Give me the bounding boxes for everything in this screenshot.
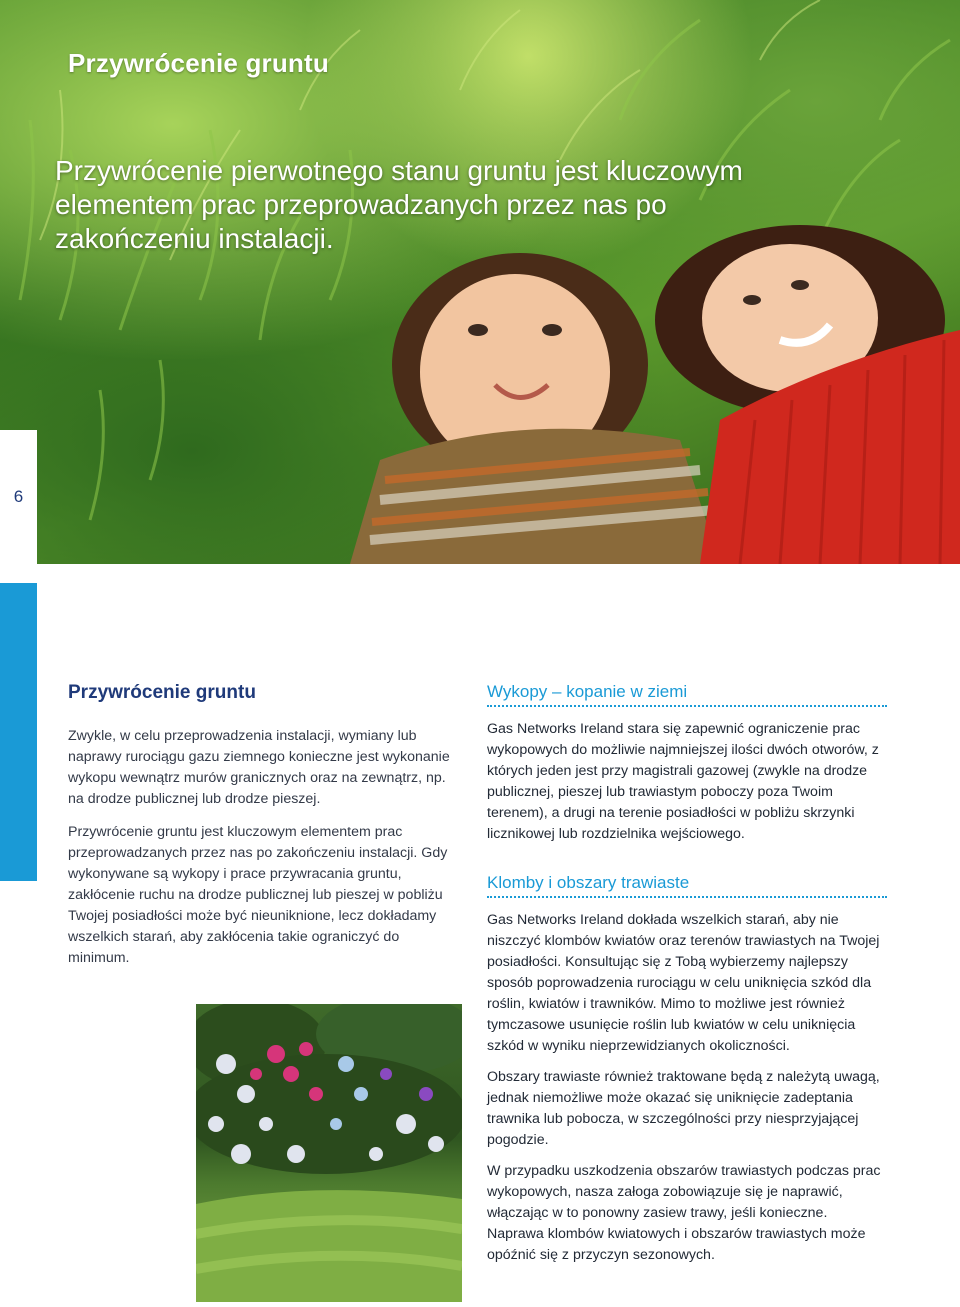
left-column xyxy=(68,682,464,977)
flowerbeds-paragraph-2: Obszary trawiaste również traktowane będą z należytą uwagą, jednak niemożliwe może okazać się uniknięcie zadeptania trawnika lub pobocza, w szczególności przy niesprzyjającej pogodzie. xyxy=(487,1069,880,1148)
hero-photo xyxy=(0,0,960,564)
children-in-grass-illustration xyxy=(0,0,960,564)
section-heading-restoration: Przywrócenie gruntu xyxy=(68,682,256,703)
left-paragraph-1: Zwykle, w celu przeprowadzenia instalacji, wymiany lub naprawy rurociągu gazu ziemnego konieczne jest wykonanie wykopu wewnątrz murów granicznych oraz na zewnątrz, np. na drodze publicznej lub drodze pieszej. xyxy=(68,728,450,807)
hero-lead-text: Przywrócenie pierwotnego stanu gruntu jest kluczowym elementem prac przeprowadzanych przez nas po zakończeniu instalacji. xyxy=(55,155,743,254)
side-accent-bar xyxy=(0,583,37,881)
right-column xyxy=(487,682,887,1276)
flowerbeds-paragraph-1: Gas Networks Ireland dokłada wszelkich starań, aby nie niszczyć klombów kwiatów oraz terenów trawiastych na Twojej posiadłości. Konsultując się z Tobą wybierzemy najlepszy sposób poprowadzenia rurociągu w celu uniknięcia szkód dla roślin, kwiatów i trawników. Mimo to możliwe jest również tymczasowe usunięcie roślin lub kwiatów w celu uniknięcia szkód w wyniku nieprzewidzianych okoliczności. xyxy=(487,912,880,1054)
page-number: 6 xyxy=(13,487,24,506)
excavation-paragraph-1: Gas Networks Ireland stara się zapewnić ograniczenie prac wykopowych do możliwie najmniejszej ilości dwóch otworów, z których jeden jest przy magistrali gazowej (zwykle na drodze publicznej, pieszej lub trawiastym poboczy poza Twoim terenem), a drugi na terenie posiadłości w pobliżu skrzynki licznikowej lub rozdzielnika wejściowego. xyxy=(487,721,879,842)
flowerbeds-paragraph-3: W przypadku uszkodzenia obszarów trawiastych podczas prac wykopowych, nasza załoga zobowiązuje się je naprawić, włączając w to ponowny zasiew trawy, jeśli konieczne. Naprawa klombów kwiatowych i obszarów trawiastych może opóźnić się z przyczyn sezonowych. xyxy=(487,1163,881,1263)
left-paragraph-2: Przywrócenie gruntu jest kluczowym elementem prac przeprowadzanych przez nas po zakończeniu instalacji. Gdy wykonywane są wykopy i prace przywracania gruntu, zakłócenie ruchu na drodze publicznej lub pieszej w pobliżu Twojej posiadłości może być nieuniknione, lecz dokładamy wszelkich starań, aby zakłócenia takie ograniczyć do minimum. xyxy=(68,824,448,966)
section-heading-flowerbeds-lawns: Klomby i obszary trawiaste xyxy=(487,873,887,898)
flower-bed-illustration xyxy=(196,1004,462,1302)
garden-photo xyxy=(196,1004,462,1302)
hero-title: Przywrócenie gruntu xyxy=(68,48,329,78)
section-heading-excavation: Wykopy – kopanie w ziemi xyxy=(487,682,887,707)
page-number-tab xyxy=(0,430,37,564)
